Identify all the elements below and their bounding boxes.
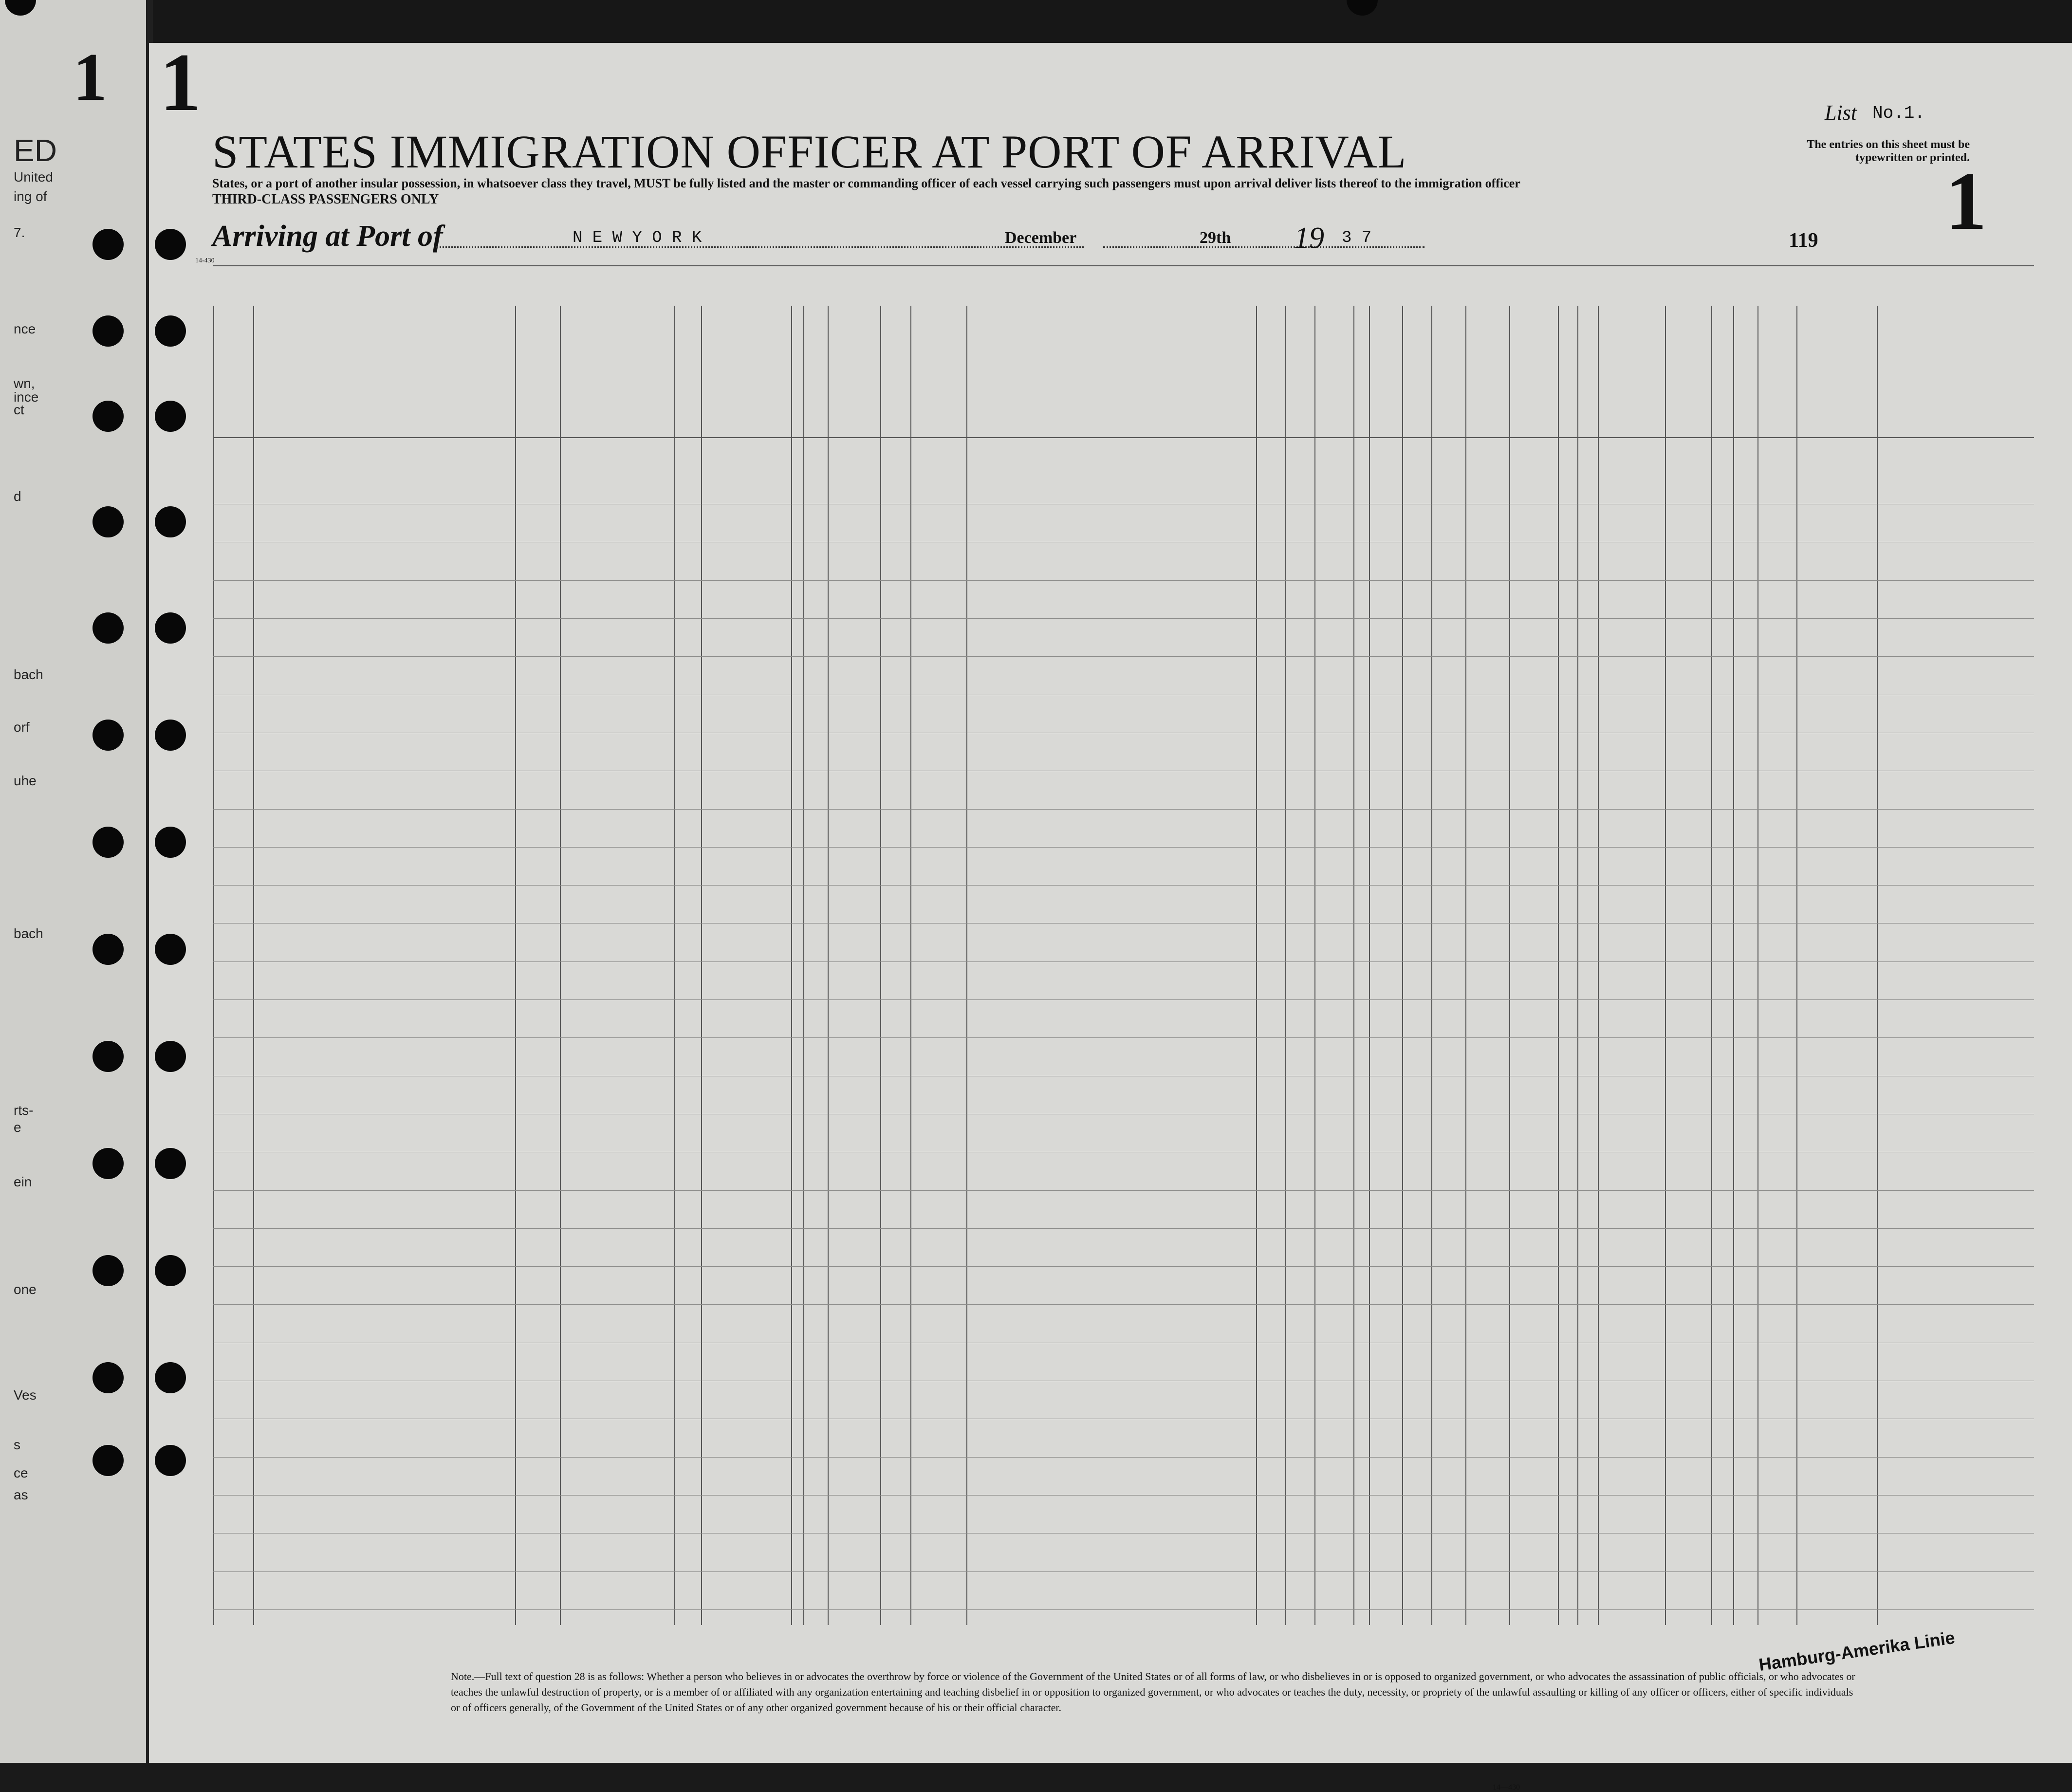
previous-page-fragment: Ves [14, 1387, 37, 1403]
date-line [1103, 246, 1424, 248]
previous-page-strip [0, 0, 153, 1763]
page-title: STATES IMMIGRATION OFFICER AT PORT OF ARRIVAL [212, 126, 1407, 178]
port-line [436, 246, 1084, 248]
previous-page-fragment: uhe [14, 773, 37, 788]
footnote-form-number: 14—430 [1493, 1783, 1520, 1792]
sheet-number-right: 1 [1945, 155, 1987, 247]
year-suffix: 3 7 [1342, 229, 1372, 247]
row-rule [213, 961, 2034, 962]
previous-page-fragment: ce [14, 1465, 28, 1480]
row-rule [213, 580, 2034, 581]
binder-hole [1347, 0, 1378, 16]
binder-hole [92, 1148, 124, 1179]
header-top-rule [213, 265, 2034, 266]
row-rule [213, 1190, 2034, 1191]
day-value: 29th [1200, 229, 1231, 247]
previous-page-fragment: s [14, 1437, 20, 1452]
previous-page-fragment: as [14, 1487, 28, 1502]
previous-page-fragment: one [14, 1282, 37, 1297]
row-rule [213, 1266, 2034, 1267]
month-value: December [1005, 229, 1077, 247]
binder-hole [155, 229, 186, 260]
binder-hole [155, 612, 186, 644]
binder-hole [155, 1041, 186, 1072]
list-label: List [1825, 101, 1857, 125]
row-rule [213, 847, 2034, 848]
previous-page-fragment: nce [14, 321, 36, 336]
previous-page-fragment: United [14, 169, 53, 185]
binder-hole [155, 720, 186, 751]
row-rule [213, 809, 2034, 810]
previous-page-fragment: wn, [14, 376, 35, 391]
binder-hole [155, 827, 186, 858]
year-prefix: 19 [1294, 222, 1324, 255]
binder-hole [92, 401, 124, 432]
row-rule [213, 1304, 2034, 1305]
previous-page-fragment: e [14, 1120, 21, 1135]
binder-hole [155, 1148, 186, 1179]
sheet-number-left: 1 [160, 37, 201, 128]
third-class-label: THIRD-CLASS PASSENGERS ONLY [212, 192, 439, 207]
entries-note: The entries on this sheet must be typewritten or printed. [1807, 138, 1970, 164]
previous-page-fragment: ince [14, 389, 39, 405]
port-value: N E W Y O R K [573, 229, 702, 247]
previous-page-fragment: orf [14, 720, 30, 735]
row-rule [213, 1228, 2034, 1229]
previous-page-fragment: 7. [14, 225, 25, 240]
previous-page-fragment: rts- [14, 1103, 34, 1118]
row-rule [213, 923, 2034, 924]
binder-hole [155, 315, 186, 347]
row-rule [213, 1571, 2034, 1572]
binder-hole [155, 1445, 186, 1476]
previous-page-fragment: d [14, 489, 21, 504]
previous-page-fragment: ing of [14, 189, 47, 204]
binder-hole [92, 1255, 124, 1286]
previous-page-fragment: ein [14, 1174, 32, 1189]
list-number: No.1. [1872, 103, 1925, 123]
binder-hole [92, 1362, 124, 1393]
previous-page-number: 1 [73, 39, 107, 115]
binder-hole [92, 1041, 124, 1072]
row-rule [213, 885, 2034, 886]
binder-hole [92, 1445, 124, 1476]
manifest-sheet [149, 37, 2072, 1792]
hamburg-amerika-stamp: Hamburg-Amerika Linie [1758, 1627, 1956, 1675]
arriving-label: Arriving at Port of [212, 220, 443, 253]
binder-hole [155, 401, 186, 432]
binder-hole [92, 506, 124, 537]
row-rule [213, 618, 2034, 619]
footnote: Note.—Full text of question 28 is as follows: Whether a person who believes in or advocates the overthrow by force or violence of the Government of the United States or of all forms of law, or who disbelieves in or is opposed to organized government, or who advocates the assassination of public officials, or who advocates or teaches the unlawful destruction of property, or is a member of or affiliated with any organization entertaining and teaching disbelief in or opposition to organized government, or who advocates or teaches the duty, necessity, or propriety of the unlawful assaulting or killing of any officer or officers, either of specific individuals or of officers generally, of the Government of the United States or of any other organized government because of his or their official character. [451, 1670, 1855, 1714]
previous-page-fragment: bach [14, 667, 43, 682]
row-rule [213, 1495, 2034, 1496]
binder-hole [155, 506, 186, 537]
previous-page-fragment: ED [14, 133, 57, 168]
sheet-number: 119 [1789, 229, 1818, 252]
binder-hole [92, 720, 124, 751]
row-rule [213, 999, 2034, 1000]
row-rule [213, 1609, 2034, 1610]
previous-page-fragment: ct [14, 402, 24, 417]
form-number: 14-430 [195, 257, 215, 264]
previous-page-fragment: bach [14, 926, 43, 941]
binder-hole [155, 1362, 186, 1393]
row-rule [213, 1457, 2034, 1458]
row-rule [213, 656, 2034, 657]
binder-hole [92, 229, 124, 260]
binder-hole [155, 1255, 186, 1286]
row-rule [213, 1037, 2034, 1038]
subtitle: States, or a port of another insular possession, in whatsoever class they travel, MUST be fully listed and the master or commanding officer of each vessel carrying such passengers must upon arrival deliver lists thereof to the immigration officer [212, 176, 1520, 190]
binder-hole [92, 612, 124, 644]
binder-hole [92, 827, 124, 858]
binder-hole [92, 315, 124, 347]
header-bottom-rule [213, 437, 2034, 438]
binder-hole [92, 934, 124, 965]
binder-hole [155, 934, 186, 965]
